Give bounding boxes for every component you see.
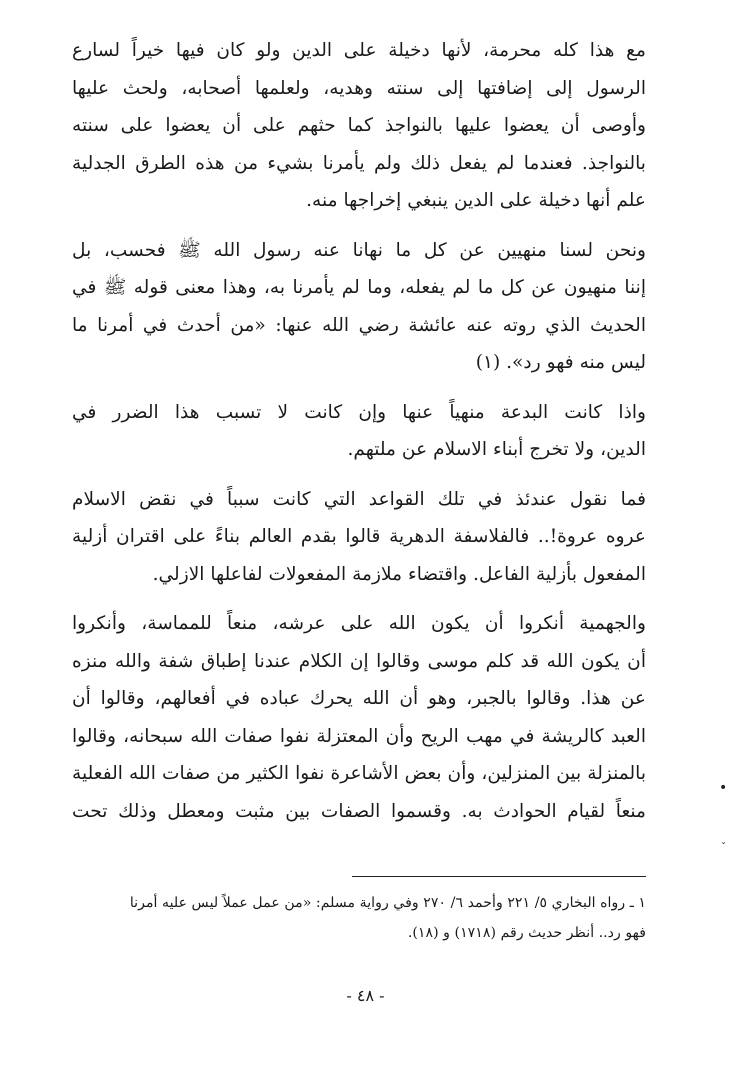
text-line: المفعول بأزلية الفاعل. واقتضاء ملازمة المفعولات لفاعلها الازلي. <box>152 563 646 585</box>
text-line: منعاً لقيام الحوادث به. وقسموا الصفات بين مثبت ومعطل وذلك تحت <box>72 800 646 822</box>
paragraph-4 <box>72 481 646 594</box>
text-line: العبد كالريشة في مهب الريح وأن المعتزلة نفوا صفات الله سبحانه، وقالوا <box>72 725 646 747</box>
paragraph-1 <box>72 32 646 220</box>
text-line: ليس منه فهو رد». (١) <box>475 352 646 373</box>
footnote-line: ١ ـ رواه البخاري ٥/ ٢٢١ وأحمد ٦/ ٢٧٠ وفي رواية مسلم: «من عمل عملاً ليس عليه أمرنا <box>129 895 646 911</box>
text-line: وأوصى أن يعضوا عليها بالنواجذ كما حثهم على أن يعضوا على سنته <box>72 115 646 136</box>
text-line: الدين، ولا تخرج أبناء الاسلام عن ملتهم. <box>347 439 646 460</box>
margin-mark-icon: • <box>719 780 728 796</box>
page-body <box>72 32 646 842</box>
paragraph-5 <box>72 605 646 830</box>
margin-tick-icon: ˇ <box>721 842 726 853</box>
page-number: - ٤٨ - <box>346 986 385 1005</box>
text-line: أن يكون الله قد كلم موسى وقالوا إن الكلام عندنا إطباق شفة والله منزه <box>72 650 646 672</box>
text-line: علم أنها دخيلة على الدين ينبغي إخراجها منه. <box>306 190 646 211</box>
text-line: واذا كانت البدعة منهياً عنها وإن كانت لا تسبب هذا الضرر في <box>72 401 646 423</box>
text-line: عروه عروة!.. فالفلاسفة الدهرية قالوا بقدم العالم بناءً على اقتران أزلية <box>72 526 646 547</box>
text-line: مع هذا كله محرمة، لأنها دخيلة على الدين ولو كان فيها خيراً لسارع <box>72 40 646 61</box>
text-line: فما نقول عندئذ في تلك القواعد التي كانت سبباً في نقض الاسلام <box>72 488 646 510</box>
footnote-line: فهو رد.. أنظر حديث رقم (١٧١٨) و (١٨). <box>407 925 646 941</box>
text-line: الرسول إلى إضافتها إلى سنته وهديه، ولعلمها أصحابه، ولحث عليها <box>72 77 646 99</box>
footnotes <box>72 888 646 948</box>
text-line: ونحن لسنا منهيين عن كل ما نهانا عنه رسول الله ﷺ فحسب، بل <box>72 239 646 261</box>
text-line: بالنواجذ. فعندما لم يفعل ذلك ولم يأمرنا بشيء من هذه الطرق الجدلية <box>72 152 646 174</box>
text-line: عن هذا. وقالوا بالجبر، وهو أن الله يحرك عباده في أفعالهم، وقالوا أن <box>72 688 646 709</box>
text-line: والجهمية أنكروا أن يكون الله على عرشه، منعاً للمماسة، وأنكروا <box>72 613 646 634</box>
paragraph-2 <box>72 232 646 382</box>
text-line: الحديث الذي روته عنه عائشة رضي الله عنها: «من أحدث في أمرنا ما <box>72 314 646 336</box>
footnote-divider <box>352 876 646 877</box>
paragraph-3 <box>72 394 646 469</box>
text-line: بالمنزلة بين المنزلين، وأن بعض الأشاعرة نفوا الكثير من صفات الله الفعلية <box>72 763 646 784</box>
text-line: إننا منهيون عن كل ما لم يفعله، وما لم يأمرنا به، وهذا معنى قوله ﷺ في <box>72 277 646 298</box>
